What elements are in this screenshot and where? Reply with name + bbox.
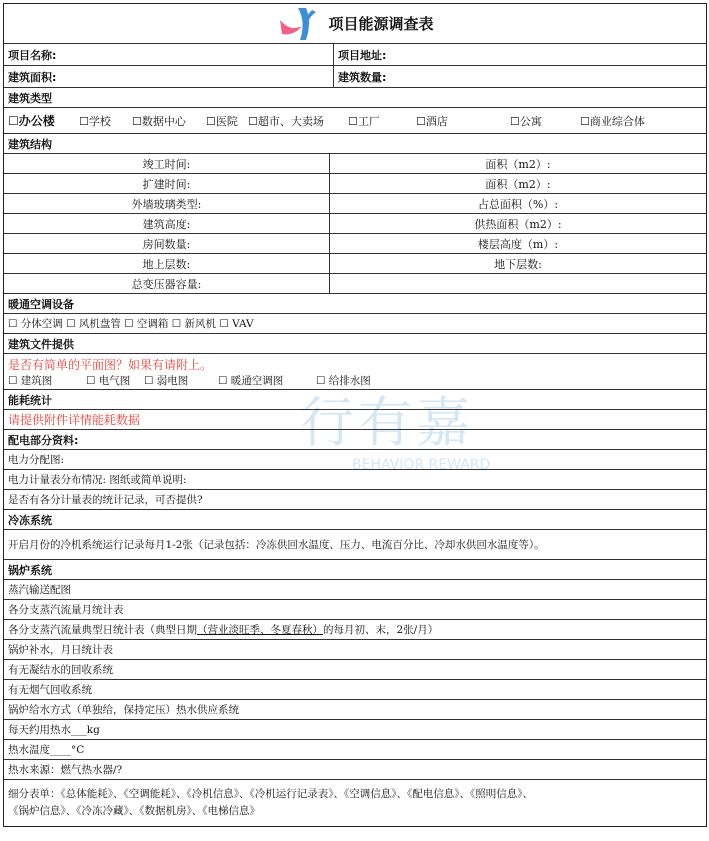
checkbox-school[interactable]: ☐学校	[79, 114, 111, 128]
checkbox-apartment[interactable]: ☐公寓	[510, 114, 542, 128]
docs-options	[8, 373, 702, 387]
power-distribution-item[interactable]: 电力分配图:	[4, 450, 706, 470]
hvac-header: 暖通空调设备	[4, 294, 706, 314]
typical-dates: （营业淡旺季、冬夏春秋）	[197, 624, 323, 636]
title-row	[4, 4, 706, 44]
hot-water-temp-item[interactable]: 热水温度____°C	[4, 740, 706, 760]
power-header: 配电部分资料:	[4, 430, 706, 450]
floor-plan-question: 是否有简单的平面图？如果有请附上。	[8, 358, 213, 372]
docs-section	[4, 354, 706, 390]
structure-row	[4, 274, 706, 294]
checkbox-electrical[interactable]: ☐ 电气图	[86, 375, 131, 387]
energy-note: 请提供附件详情能耗数据	[4, 410, 706, 430]
checkbox-office[interactable]: ☐办公楼	[8, 114, 55, 128]
structure-row	[4, 194, 706, 214]
typical-suffix: 的每月初、末，2张/月）	[323, 624, 439, 636]
boiler-makeup-item[interactable]: 锅炉补水，月日统计表	[4, 640, 706, 660]
energy-survey-form	[3, 3, 707, 827]
checkbox-architecture[interactable]: ☐ 建筑图	[8, 375, 53, 387]
structure-row	[4, 234, 706, 254]
brand-logo-icon	[276, 6, 320, 42]
expansion-time-field[interactable]: 扩建时间:	[4, 174, 330, 193]
checkbox-plumbing[interactable]: ☐ 给排水图	[316, 375, 371, 387]
summary-row	[4, 780, 706, 826]
glass-ratio-field[interactable]: 占总面积（%）:	[477, 197, 559, 211]
glass-type-field[interactable]: 外墙玻璃类型:	[4, 194, 330, 213]
structure-row	[4, 254, 706, 274]
checkbox-hospital[interactable]: ☐医院	[206, 114, 238, 128]
heating-area-field[interactable]: 供热面积（m2）:	[474, 217, 562, 231]
summary-line-2: 《锅炉信息》、《冷冻冷藏》、《数据机房》、《电梯信息》	[8, 805, 260, 817]
steam-distribution-item[interactable]: 蒸汽输送配图	[4, 580, 706, 600]
hvac-options[interactable]: ☐ 分体空调 ☐ 风机盘管 ☐ 空调箱 ☐ 新风机 ☐ VAV	[4, 314, 706, 334]
hot-water-usage-item[interactable]: 每天约用热水___kg	[4, 720, 706, 740]
hot-water-source-item[interactable]: 热水来源：燃气热水器/?	[4, 760, 706, 780]
condensate-recovery-item[interactable]: 有无凝结水的回收系统	[4, 660, 706, 680]
checkbox-hvac-drawing[interactable]: ☐ 暖通空调图	[218, 375, 284, 387]
cooling-header: 冷冻系统	[4, 510, 706, 530]
checkbox-supermarket[interactable]: ☐超市、大卖场	[248, 114, 324, 128]
structure-header: 建筑结构	[4, 134, 706, 154]
floors-below-field[interactable]: 地下层数:	[494, 257, 542, 271]
structure-row	[4, 154, 706, 174]
project-name-field[interactable]: 项目名称:	[4, 44, 334, 65]
project-row	[4, 44, 706, 66]
typical-prefix: 各分支蒸汽流量典型日统计表（典型日期	[8, 624, 197, 636]
checkbox-data-center[interactable]: ☐数据中心	[132, 114, 186, 128]
project-address-field[interactable]: 项目地址:	[338, 48, 387, 62]
meter-records-item[interactable]: 是否有各分计量表的统计记录，可否提供?	[4, 490, 706, 510]
empty-cell	[330, 274, 706, 293]
watermark-brand: 行有嘉	[300, 391, 474, 454]
building-count-field[interactable]: 建筑数量:	[338, 70, 387, 84]
page-title: 项目能源调查表	[328, 15, 434, 33]
floors-above-field[interactable]: 地上层数:	[4, 254, 330, 273]
watermark-slogan: BEHAVIOR REWARD	[352, 457, 491, 473]
floor-height-field[interactable]: 楼层高度（m）:	[477, 237, 559, 251]
steam-typical-day-item[interactable]	[4, 620, 706, 640]
docs-header: 建筑文件提供	[4, 334, 706, 354]
meter-distribution-item[interactable]: 电力计量表分布情况: 图纸或简单说明:	[4, 470, 706, 490]
checkbox-low-voltage[interactable]: ☐ 弱电图	[144, 375, 189, 387]
checkbox-hotel[interactable]: ☐酒店	[416, 114, 448, 128]
flue-gas-recovery-item[interactable]: 有无烟气回收系统	[4, 680, 706, 700]
room-count-field[interactable]: 房间数量:	[4, 234, 330, 253]
energy-header: 能耗统计	[4, 390, 706, 410]
area-row	[4, 66, 706, 88]
expansion-area-field[interactable]: 面积（m2）:	[485, 177, 551, 191]
boiler-feed-item[interactable]: 锅炉给水方式（单独给，保持定压）热水供应系统	[4, 700, 706, 720]
transformer-capacity-field[interactable]: 总变压器容量:	[4, 274, 330, 293]
structure-row	[4, 214, 706, 234]
building-type-options	[4, 108, 706, 134]
building-type-header: 建筑类型	[4, 88, 706, 108]
steam-monthly-item[interactable]: 各分支蒸汽流量月统计表	[4, 600, 706, 620]
structure-row	[4, 174, 706, 194]
building-area-field[interactable]: 建筑面积:	[4, 66, 334, 87]
area-field[interactable]: 面积（m2）:	[485, 157, 551, 171]
chiller-record-item[interactable]: 开启月份的冷机系统运行记录每月1-2张（记录包括：冷冻供回水温度、压力、电流百分比、冷却水供回水温度等）。	[4, 530, 706, 560]
completion-time-field[interactable]: 竣工时间:	[4, 154, 330, 173]
boiler-header: 锅炉系统	[4, 560, 706, 580]
building-height-field[interactable]: 建筑高度:	[4, 214, 330, 233]
checkbox-factory[interactable]: ☐工厂	[348, 114, 380, 128]
summary-line-1: 细分表单：《总体能耗》、《空调能耗》、《冷机信息》、《冷机运行记录表》、《空调信息》、《配电信息》、《照明信息》、	[8, 788, 533, 800]
checkbox-commercial-complex[interactable]: ☐商业综合体	[580, 114, 645, 128]
